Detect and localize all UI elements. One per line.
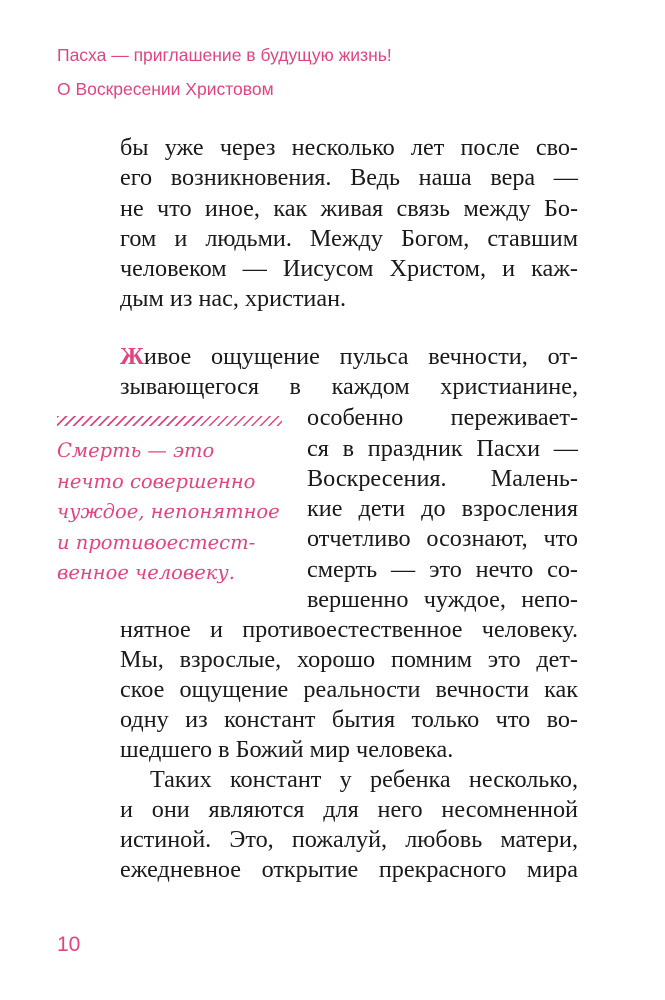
text-line: истиной. Это, пожалуй, любовь матери, — [120, 826, 578, 853]
text-line: гом и людьми. Между Богом, ставшим — [120, 225, 578, 252]
text-line: шедшего в Божий мир человека. — [120, 736, 454, 763]
pull-quote-line: чуждое, непонятное — [57, 500, 280, 523]
text-line: дым из нас, христиан. — [120, 285, 347, 312]
text-line: Мы, взрослые, хорошо помним это дет- — [120, 646, 578, 673]
pull-quote-line: венное человеку. — [57, 561, 235, 584]
text-line: бы уже через несколько лет после сво- — [120, 134, 578, 161]
running-head — [57, 38, 392, 106]
text-line: особенно переживает- — [307, 404, 578, 431]
text-line: ежедневное открытие прекрасного мира — [120, 856, 578, 883]
text-line: одну из констант бытия только что во- — [120, 706, 578, 733]
pull-quote-rule — [57, 416, 282, 426]
pull-quote-line: и противоестест- — [57, 530, 256, 554]
chapter-title: О Воскресении Христовом — [57, 79, 274, 99]
text-line: зывающегося в каждом христианине, — [120, 373, 578, 400]
pull-quote — [57, 436, 292, 589]
text-line: человеком — Иисусом Христом, и каж- — [120, 255, 578, 282]
text-line: кие дети до взросления — [307, 495, 578, 522]
text-line — [120, 342, 578, 372]
text-line: его возникновения. Ведь наша вера — — [120, 164, 578, 191]
text-line: отчетливо осознают, что — [307, 525, 578, 552]
first-line-rest: ивое ощущение пульса вечности, от- — [143, 343, 578, 370]
text-line: и они являются для него несомненной — [120, 796, 578, 823]
drop-letter: Ж — [120, 343, 144, 370]
pull-quote-line: Смерть — это — [57, 439, 215, 462]
text-line: Таких констант у ребенка несколько, — [150, 766, 578, 793]
book-title: Пасха — приглашение в будущую жизнь! — [57, 45, 392, 65]
page-number: 10 — [57, 933, 81, 956]
text-line: не что иное, как живая связь между Бо- — [120, 195, 578, 222]
pull-quote-line: нечто совершенно — [57, 469, 256, 493]
text-line: ся в праздник Пасхи — — [307, 435, 578, 462]
text-line: вершенно чуждое, непо- — [307, 586, 578, 613]
text-line: нятное и противоестественное человеку. — [120, 616, 578, 643]
text-line: Воскресения. Малень- — [307, 465, 578, 492]
text-line: ское ощущение реальности вечности как — [120, 676, 578, 703]
text-line: смерть — это нечто со- — [307, 556, 578, 583]
